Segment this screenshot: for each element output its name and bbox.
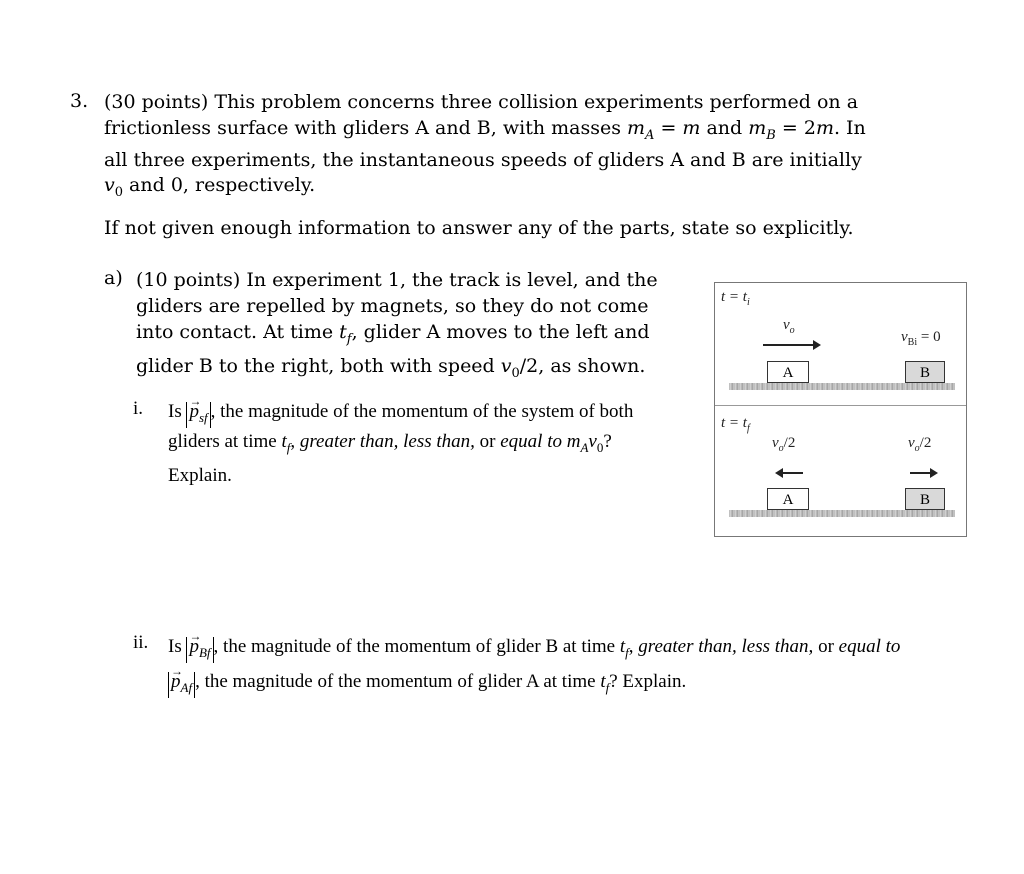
track-initial [729, 383, 955, 390]
intro-text-b: . In all three experiments, the instantaneous speeds of gliders A and B are initially [104, 116, 866, 171]
arrowhead-right-final [930, 468, 938, 478]
arrowhead-right-initial [813, 340, 821, 350]
arrow-left-final [781, 472, 803, 474]
label-t-initial: $t = t_i$ [721, 289, 750, 308]
momentum-magnitude-system: → $p_{sf}$ [186, 402, 210, 428]
problem-points: (30 points) [104, 91, 209, 113]
label-v0: $v_o$ [783, 317, 795, 336]
intro-text-c: and 0, respectively. [123, 174, 316, 197]
panel-divider [715, 405, 966, 406]
label-v0-half-right: $v_o/2$ [908, 435, 932, 454]
arrow-right-initial [763, 344, 817, 346]
glider-b-initial: B [905, 361, 945, 383]
label-v0-half-left: $v_o/2$ [772, 435, 796, 454]
sub-question-i-text: $Is \to p_{sf}$ , the magnitude of the momentum of the system of both gliders at time $t_f$, greater than, less than, or equal to $m_Av_0$? Explain. [168, 398, 678, 490]
problem-number: 3. [70, 90, 89, 112]
v0-symbol: v [104, 174, 115, 197]
arrow-right-final [910, 472, 932, 474]
mass-b-symbol: m [748, 116, 767, 139]
sub-question-ii-label: ii. [133, 632, 149, 653]
instruction-note: If not given enough information to answer any of the parts, state so explicitly. [104, 217, 854, 239]
glider-b-final: B [905, 488, 945, 510]
momentum-magnitude-a: → $p_{Af}$ [168, 672, 195, 698]
glider-a-initial: A [767, 361, 809, 383]
glider-diagram [714, 282, 967, 537]
label-vbi: $v_{Bi} = 0$ [901, 329, 941, 348]
sub-question-ii-text: $Is \to p_{Bf}$ , the magnitude of the momentum of glider B at time $t_f$, greater than, less than, or equal to → $p_{Af}$ , the magnitude of the momentum of glider A at time $t_f$? Explain. [168, 632, 928, 702]
label-t-final: $t = t_f$ [721, 415, 750, 434]
problem-intro: (30 points) This problem concerns three collision experiments performed on a frictionless surface with gliders A and B, with masses $m_A = m$ and $m_B = 2m$. In all three experiments, the instantaneous speeds of gliders A and B are initially $v_0$ and 0, respectively. [104, 91, 866, 201]
sub-question-i-label: i. [133, 398, 144, 419]
momentum-magnitude-b: → $p_{Bf}$ [186, 637, 213, 663]
part-a-label: a) [104, 267, 123, 289]
part-a-text: (10 points) In experiment 1, the track is level, and the gliders are repelled by magnets, so they do not come into contact. At time $t_f$, glider A moves to the left and glider B to the right, both with speed $v_0/2$, as shown. [136, 269, 658, 381]
intro-text-a: This problem concerns three collision experiments performed on a frictionless surface with gliders A and B, with masses [104, 91, 859, 139]
mass-a-symbol: m [626, 116, 646, 139]
mass-m-symbol: m [682, 116, 701, 139]
glider-a-final: A [767, 488, 809, 510]
track-final [729, 510, 955, 517]
